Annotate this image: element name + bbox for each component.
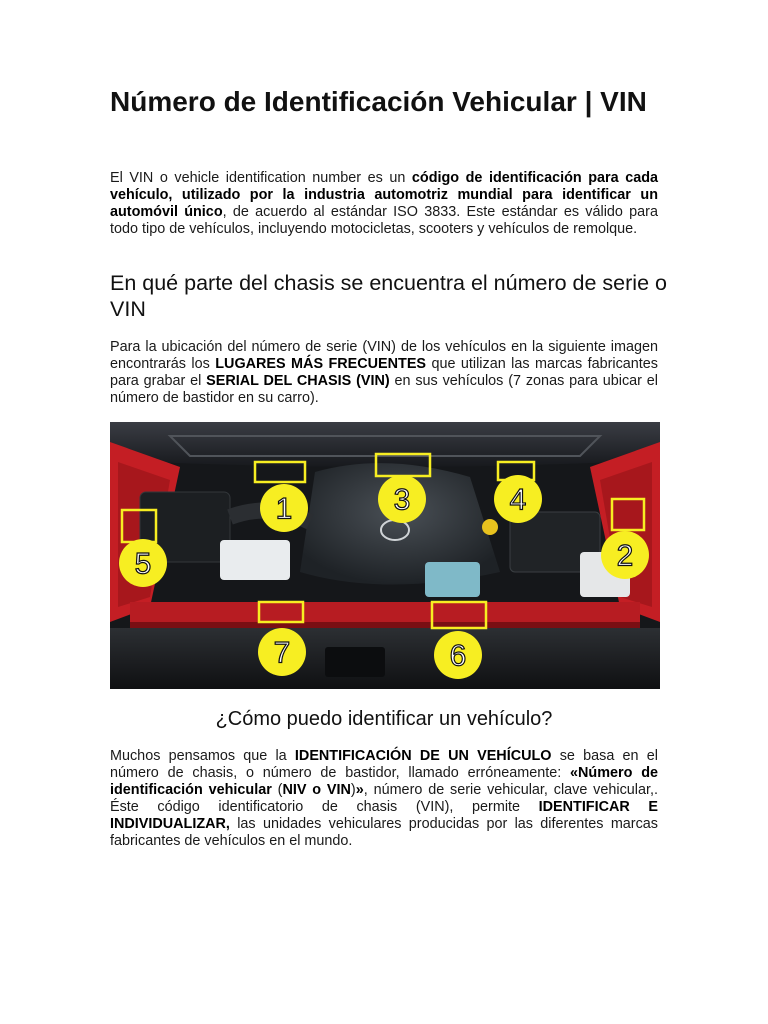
identify-text-3: ( [271, 782, 283, 798]
location-text-1: Para la ubicación del número de serie (VIN) de los vehículos en la siguiente imagen encontrarás los [110, 339, 658, 372]
page-title: Número de Identificación Vehicular | VIN [110, 86, 647, 117]
hood-latch [325, 647, 385, 677]
section-heading-identify: ¿Cómo puedo identificar un vehículo? [215, 708, 553, 730]
zone-marker-1 [260, 484, 308, 532]
zone-marker-6-label: 6 [449, 639, 467, 673]
oil-cap [482, 519, 498, 535]
zone-marker-7 [258, 628, 306, 676]
radiator-support [130, 602, 640, 622]
identify-text-5: , número de serie vehicular, clave vehicular,. Éste código identificatorio de chasis (VIN), permite [110, 782, 658, 815]
location-text-3: en sus vehículos (7 zonas para ubicar el número de bastidor en su carro). [110, 373, 658, 406]
engine-bay-illustration [110, 422, 660, 689]
zone-marker-4 [494, 475, 542, 523]
identify-text-6: las unidades vehiculares producidas por las diferentes marcas fabricantes de vehículos en el mundo. [110, 816, 658, 849]
location-paragraph [110, 339, 658, 407]
intro-paragraph [110, 170, 658, 238]
radiator-support-edge [130, 622, 640, 628]
location-bold-1: LUGARES MÁS FRECUENTES [215, 356, 427, 372]
washer-reservoir [425, 562, 480, 597]
zone-marker-6 [434, 631, 482, 679]
identify-bold-2: «Número de identificación vehicular [110, 765, 658, 798]
zone-marker-1-label: 1 [275, 492, 293, 526]
location-text-2: que utilizan las marcas fabricantes para grabar el [110, 356, 658, 389]
identify-bold-4: » [355, 782, 364, 798]
engine-bay-figure [110, 422, 660, 689]
coolant-reservoir [220, 540, 290, 580]
zone-marker-3 [378, 475, 426, 523]
zone-marker-7-label: 7 [273, 636, 291, 670]
zone-marker-4-label: 4 [509, 483, 527, 517]
identify-paragraph [110, 748, 658, 850]
identify-text-4: ) [350, 782, 356, 798]
location-bold-2: SERIAL DEL CHASIS (VIN) [206, 373, 390, 389]
zone-marker-5 [119, 539, 167, 587]
intro-text-2: , de acuerdo al estándar ISO 3833. Este estándar es válido para todo tipo de vehículos, incluyendo motocicletas, scooters y vehículos de remolque. [110, 204, 658, 237]
identify-bold-1: IDENTIFICACIÓN DE UN VEHÍCULO [294, 748, 552, 764]
identify-text-1: Muchos pensamos que la [110, 748, 295, 764]
zone-marker-5-label: 5 [134, 547, 152, 581]
zone-marker-2 [601, 531, 649, 579]
identify-text-2: se basa en el número de chasis, o número de bastidor, llamado erróneamente: [110, 748, 658, 781]
zone-marker-3-label: 3 [393, 483, 411, 517]
zone-marker-2-label: 2 [616, 539, 634, 573]
identify-bold-3: NIV o VIN [282, 782, 351, 798]
intro-bold-1: código de identificación para cada vehículo, utilizado por la industria automotriz mundial para identificar un automóvil único [110, 170, 658, 220]
hood-underside [110, 422, 660, 467]
section-heading-location: En qué parte del chasis se encuentra el número de serie o VIN [110, 271, 667, 321]
identify-bold-5: IDENTIFICAR E INDIVIDUALIZAR, [110, 799, 658, 832]
intro-text-1: El VIN o vehicle identification number es un [110, 170, 412, 186]
